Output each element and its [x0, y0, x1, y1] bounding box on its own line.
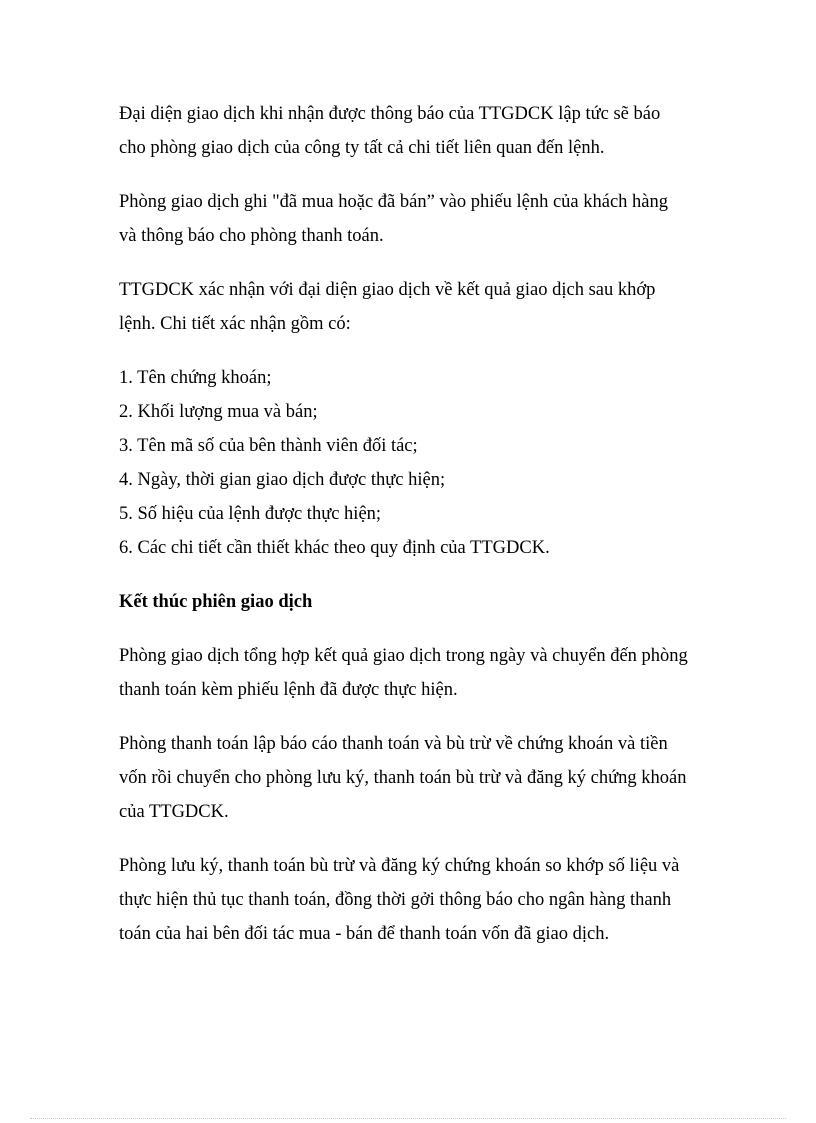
- page-bottom-divider: [30, 1118, 786, 1119]
- paragraph: TTGDCK xác nhận với đại diện giao dịch về kết quả giao dịch sau khớp lệnh. Chi tiết xác nhận gồm có:: [119, 280, 656, 334]
- list-item: 3. Tên mã số của bên thành viên đối tác;: [119, 436, 418, 456]
- document-body: [119, 97, 709, 971]
- list-item: 1. Tên chứng khoán;: [119, 368, 272, 388]
- list-item: 4. Ngày, thời gian giao dịch được thực hiện;: [119, 470, 446, 490]
- confirmation-details-list: [119, 361, 709, 565]
- list-item: 5. Số hiệu của lệnh được thực hiện;: [119, 504, 382, 524]
- paragraph: Đại diện giao dịch khi nhận được thông báo của TTGDCK lập tức sẽ báo cho phòng giao dịch của công ty tất cả chi tiết liên quan đến lệnh.: [119, 104, 661, 158]
- list-item: 6. Các chi tiết cần thiết khác theo quy định của TTGDCK.: [119, 538, 550, 558]
- section-heading: Kết thúc phiên giao dịch: [119, 592, 313, 612]
- paragraph: Phòng giao dịch ghi "đã mua hoặc đã bán” vào phiếu lệnh của khách hàng và thông báo cho phòng thanh toán.: [119, 192, 669, 246]
- paragraph: Phòng thanh toán lập báo cáo thanh toán và bù trừ về chứng khoán và tiền vốn rồi chuyển cho phòng lưu ký, thanh toán bù trừ và đăng ký chứng khoán của TTGDCK.: [119, 734, 687, 822]
- paragraph: Phòng lưu ký, thanh toán bù trừ và đăng ký chứng khoán so khớp số liệu và thực hiện thủ tục thanh toán, đồng thời gởi thông báo cho ngân hàng thanh toán của hai bên đối tác mua - bán để thanh toán vốn đã giao dịch.: [119, 856, 680, 944]
- list-item: 2. Khối lượng mua và bán;: [119, 402, 318, 422]
- paragraph: Phòng giao dịch tổng hợp kết quả giao dịch trong ngày và chuyển đến phòng thanh toán kèm phiếu lệnh đã được thực hiện.: [119, 646, 688, 700]
